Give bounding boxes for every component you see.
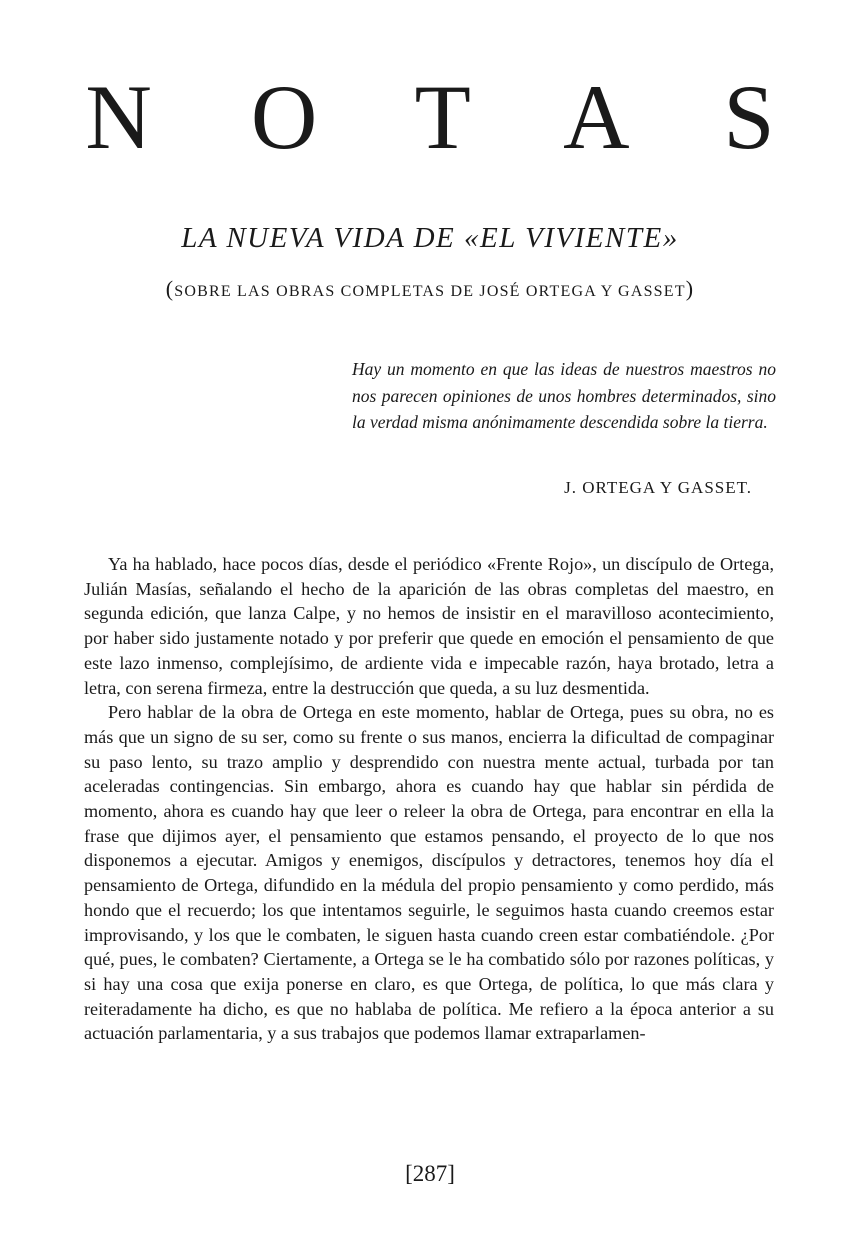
section-title: N O T A S <box>85 66 813 168</box>
subtitle-close-paren: ) <box>685 276 695 301</box>
subtitle-open-paren: ( <box>165 276 175 301</box>
body-paragraph-1: Ya ha hablado, hace pocos días, desde el periódico «Frente Rojo», un discípulo de Ortega, Julián Masías, señalando el hecho de la aparición de las obras completas del maestro, en segunda edición, que lanza Calpe, y no hemos de insistir en el maravilloso acontecimiento, por haber sido justamente notado y por preferir que quede en emoción el pensamiento de que este lazo inmenso, complejísimo, de ardiente vida e impecable razón, haya brotado, letra a letra, con serena firmeza, entre la destrucción que queda, a su luz desmentida. <box>84 554 774 698</box>
subtitle-text: SOBRE LAS OBRAS COMPLETAS DE JOSÉ ORTEGA Y GASSET <box>174 283 686 300</box>
epigraph-author: J. ORTEGA Y GASSET. <box>564 478 752 497</box>
article-subtitle <box>0 274 860 307</box>
page-number: [287] <box>405 1161 455 1186</box>
epigraph-quote: Hay un momento en que las ideas de nuestros maestros no nos parecen opiniones de unos hombres determinados, sino la verdad misma anónimamente descendida sobre la tierra. <box>352 359 776 432</box>
body-paragraph-2: Pero hablar de la obra de Ortega en este momento, hablar de Ortega, pues su obra, no es más que un signo de su ser, como su frente o sus manos, encierra la dificultad de compaginar su paso lento, su trazo amplio y desprendido con nuestra mente actual, turbada por tan aceleradas contingencias. Sin embargo, ahora es cuando hay que hablar sin pérdida de momento, ahora es cuando hay que leer o releer la obra de Ortega, para encontrar en ella la frase que dijimos ayer, el pensamiento que estamos pensando, el proyecto de lo que nos disponemos a ejecutar. Amigos y enemigos, discípulos y detractores, tenemos hoy día el pensamiento de Ortega, difundido en la médula del propio pensamiento y como perdido, más hondo que el recuerdo; los que intentamos seguirle, le seguimos hasta cuando creemos estar improvisando, y los que le combaten, le siguen hasta cuando creen estar combatiéndole. ¿Por qué, pues, le combaten? Ciertamente, a Ortega se le ha combatido sólo por razones políticas, y si hay una cosa que exija ponerse en claro, es que Ortega, de política, lo que más clara y reiteradamente ha dicho, es que no hablaba de política. Me refiero a la época anterior a su actuación parlamentaria, y a sus trabajos que podemos llamar extraparlamen- <box>84 702 774 1044</box>
article-body <box>84 552 774 1046</box>
article-title: LA NUEVA VIDA DE «EL VIVIENTE» <box>181 222 679 254</box>
